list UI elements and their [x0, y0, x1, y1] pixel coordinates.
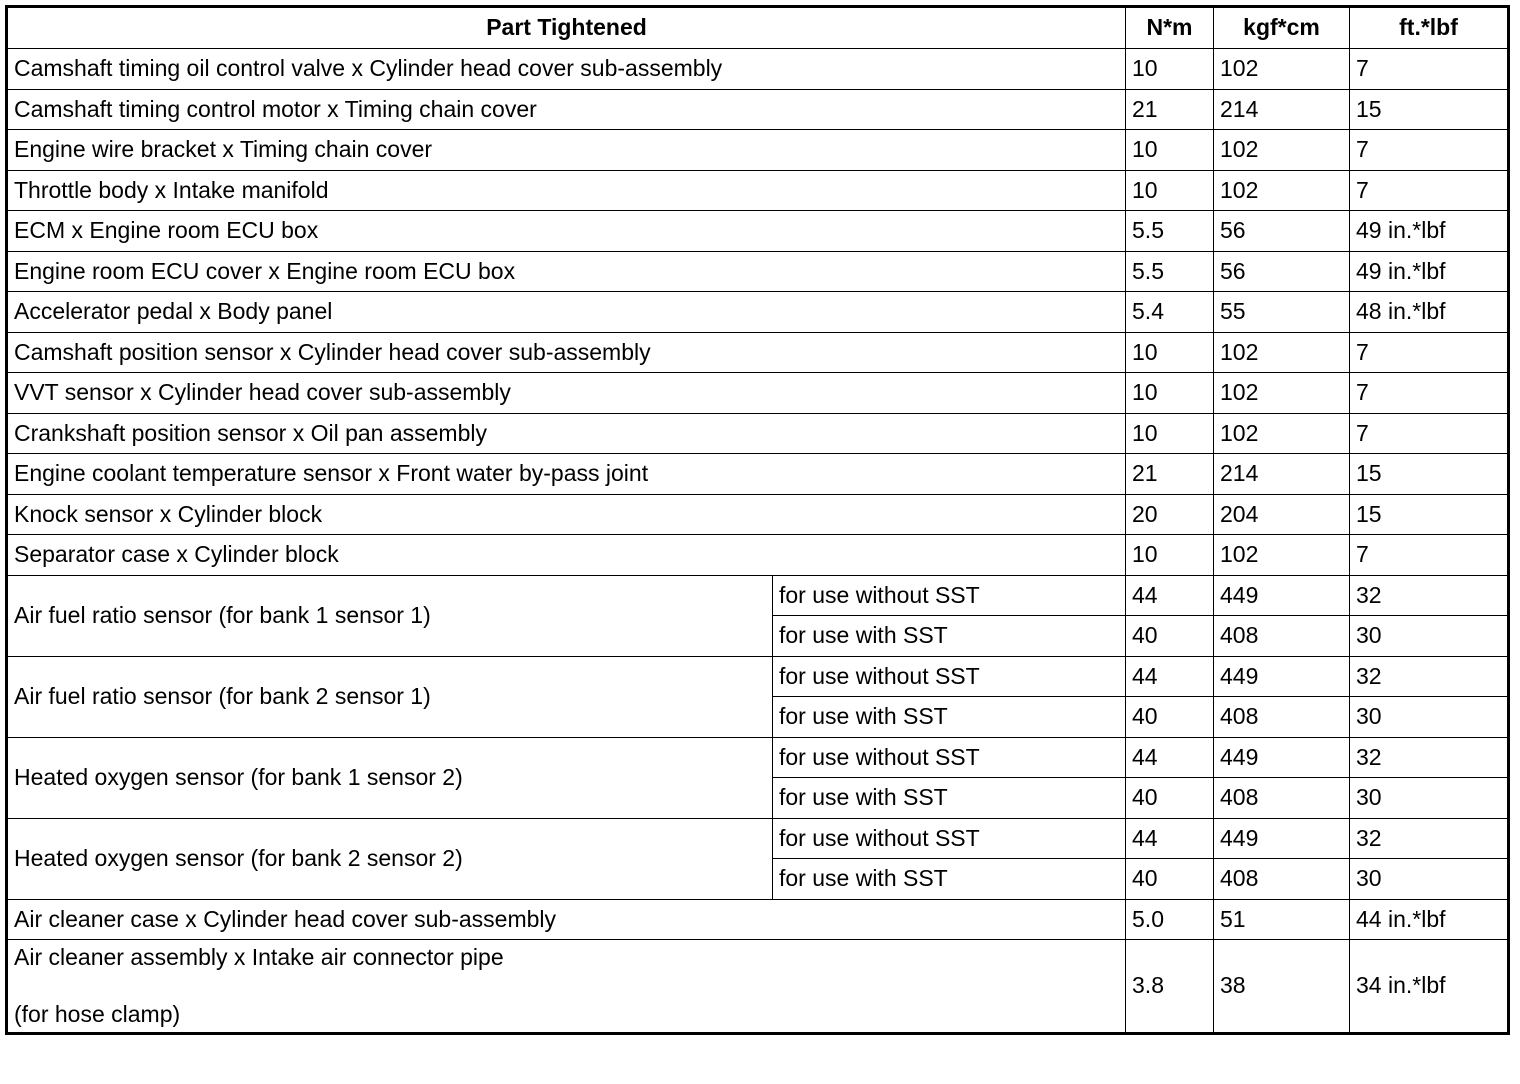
table-row	[7, 211, 1509, 252]
part-cell: Air cleaner case x Cylinder head cover sub-assembly	[7, 899, 1126, 940]
kgfcm-cell: 38	[1214, 940, 1350, 1034]
condition-cell: for use without SST	[773, 656, 1126, 697]
nm-cell: 3.8	[1126, 940, 1214, 1034]
kgfcm-cell: 408	[1214, 859, 1350, 900]
part-line-1: Air cleaner assembly x Intake air connector pipe	[14, 944, 504, 970]
table-row	[7, 251, 1509, 292]
part-cell: Accelerator pedal x Body panel	[7, 292, 1126, 333]
nm-cell: 44	[1126, 818, 1214, 859]
table-row	[7, 737, 1509, 778]
table-row	[7, 413, 1509, 454]
table-row	[7, 656, 1509, 697]
kgfcm-cell: 56	[1214, 211, 1350, 252]
kgfcm-cell: 102	[1214, 332, 1350, 373]
table-row	[7, 494, 1509, 535]
nm-cell: 20	[1126, 494, 1214, 535]
table-row	[7, 49, 1509, 90]
ftlbf-cell: 48 in.*lbf	[1350, 292, 1509, 333]
part-cell: Separator case x Cylinder block	[7, 535, 1126, 576]
nm-cell: 40	[1126, 697, 1214, 738]
header-row	[7, 7, 1509, 49]
nm-cell: 5.5	[1126, 251, 1214, 292]
table-row	[7, 130, 1509, 171]
nm-cell: 5.0	[1126, 899, 1214, 940]
kgfcm-cell: 55	[1214, 292, 1350, 333]
table-row	[7, 89, 1509, 130]
table-row	[7, 170, 1509, 211]
ftlbf-cell: 7	[1350, 332, 1509, 373]
kgfcm-cell: 449	[1214, 737, 1350, 778]
nm-cell: 10	[1126, 373, 1214, 414]
kgfcm-cell: 449	[1214, 818, 1350, 859]
condition-cell: for use with SST	[773, 697, 1126, 738]
kgfcm-cell: 214	[1214, 89, 1350, 130]
part-cell: Camshaft position sensor x Cylinder head cover sub-assembly	[7, 332, 1126, 373]
part-cell: Throttle body x Intake manifold	[7, 170, 1126, 211]
table-row	[7, 818, 1509, 859]
kgfcm-cell: 56	[1214, 251, 1350, 292]
ftlbf-cell: 32	[1350, 818, 1509, 859]
nm-cell: 44	[1126, 656, 1214, 697]
ftlbf-cell: 30	[1350, 697, 1509, 738]
torque-spec-table	[5, 5, 1510, 1035]
kgfcm-cell: 408	[1214, 778, 1350, 819]
ftlbf-cell: 15	[1350, 494, 1509, 535]
table-row	[7, 899, 1509, 940]
header-part-tightened: Part Tightened	[7, 7, 1126, 49]
nm-cell: 40	[1126, 616, 1214, 657]
header-kgfcm: kgf*cm	[1214, 7, 1350, 49]
condition-cell: for use without SST	[773, 575, 1126, 616]
nm-cell: 21	[1126, 454, 1214, 495]
condition-cell: for use without SST	[773, 737, 1126, 778]
part-cell: Engine coolant temperature sensor x Front water by-pass joint	[7, 454, 1126, 495]
nm-cell: 5.4	[1126, 292, 1214, 333]
nm-cell: 10	[1126, 170, 1214, 211]
kgfcm-cell: 214	[1214, 454, 1350, 495]
ftlbf-cell: 32	[1350, 737, 1509, 778]
part-cell: Camshaft timing control motor x Timing chain cover	[7, 89, 1126, 130]
ftlbf-cell: 30	[1350, 616, 1509, 657]
ftlbf-cell: 49 in.*lbf	[1350, 211, 1509, 252]
condition-cell: for use with SST	[773, 778, 1126, 819]
nm-cell: 40	[1126, 859, 1214, 900]
condition-cell: for use without SST	[773, 818, 1126, 859]
sensor-part-cell: Heated oxygen sensor (for bank 2 sensor 2)	[7, 818, 773, 899]
nm-cell: 44	[1126, 737, 1214, 778]
part-cell: Engine wire bracket x Timing chain cover	[7, 130, 1126, 171]
nm-cell: 21	[1126, 89, 1214, 130]
header-nm: N*m	[1126, 7, 1214, 49]
kgfcm-cell: 102	[1214, 49, 1350, 90]
ftlbf-cell: 30	[1350, 859, 1509, 900]
sensor-part-cell: Air fuel ratio sensor (for bank 2 sensor 1)	[7, 656, 773, 737]
part-cell: VVT sensor x Cylinder head cover sub-assembly	[7, 373, 1126, 414]
ftlbf-cell: 7	[1350, 170, 1509, 211]
header-ftlbf: ft.*lbf	[1350, 7, 1509, 49]
nm-cell: 10	[1126, 49, 1214, 90]
kgfcm-cell: 204	[1214, 494, 1350, 535]
nm-cell: 44	[1126, 575, 1214, 616]
part-cell: ECM x Engine room ECU box	[7, 211, 1126, 252]
table-row	[7, 292, 1509, 333]
kgfcm-cell: 102	[1214, 373, 1350, 414]
ftlbf-cell: 15	[1350, 454, 1509, 495]
kgfcm-cell: 102	[1214, 413, 1350, 454]
condition-cell: for use with SST	[773, 859, 1126, 900]
part-cell: Crankshaft position sensor x Oil pan assembly	[7, 413, 1126, 454]
table-row	[7, 940, 1509, 1034]
kgfcm-cell: 449	[1214, 656, 1350, 697]
table-row	[7, 373, 1509, 414]
part-cell: Knock sensor x Cylinder block	[7, 494, 1126, 535]
ftlbf-cell: 30	[1350, 778, 1509, 819]
ftlbf-cell: 7	[1350, 49, 1509, 90]
kgfcm-cell: 449	[1214, 575, 1350, 616]
ftlbf-cell: 49 in.*lbf	[1350, 251, 1509, 292]
sensor-part-cell: Heated oxygen sensor (for bank 1 sensor 2)	[7, 737, 773, 818]
nm-cell: 10	[1126, 130, 1214, 171]
ftlbf-cell: 44 in.*lbf	[1350, 899, 1509, 940]
condition-cell: for use with SST	[773, 616, 1126, 657]
table-row	[7, 332, 1509, 373]
kgfcm-cell: 51	[1214, 899, 1350, 940]
sensor-part-cell: Air fuel ratio sensor (for bank 1 sensor 1)	[7, 575, 773, 656]
kgfcm-cell: 102	[1214, 130, 1350, 171]
ftlbf-cell: 7	[1350, 535, 1509, 576]
kgfcm-cell: 102	[1214, 535, 1350, 576]
table-row	[7, 454, 1509, 495]
ftlbf-cell: 7	[1350, 373, 1509, 414]
ftlbf-cell: 15	[1350, 89, 1509, 130]
ftlbf-cell: 7	[1350, 130, 1509, 171]
part-line-2: (for hose clamp)	[14, 1000, 181, 1027]
kgfcm-cell: 102	[1214, 170, 1350, 211]
ftlbf-cell: 32	[1350, 656, 1509, 697]
table-row	[7, 575, 1509, 616]
nm-cell: 10	[1126, 332, 1214, 373]
part-cell-two-line	[7, 940, 1126, 1034]
kgfcm-cell: 408	[1214, 697, 1350, 738]
nm-cell: 40	[1126, 778, 1214, 819]
nm-cell: 10	[1126, 413, 1214, 454]
part-cell: Camshaft timing oil control valve x Cylinder head cover sub-assembly	[7, 49, 1126, 90]
table-row	[7, 535, 1509, 576]
nm-cell: 5.5	[1126, 211, 1214, 252]
kgfcm-cell: 408	[1214, 616, 1350, 657]
part-cell: Engine room ECU cover x Engine room ECU box	[7, 251, 1126, 292]
ftlbf-cell: 7	[1350, 413, 1509, 454]
ftlbf-cell: 34 in.*lbf	[1350, 940, 1509, 1034]
nm-cell: 10	[1126, 535, 1214, 576]
ftlbf-cell: 32	[1350, 575, 1509, 616]
